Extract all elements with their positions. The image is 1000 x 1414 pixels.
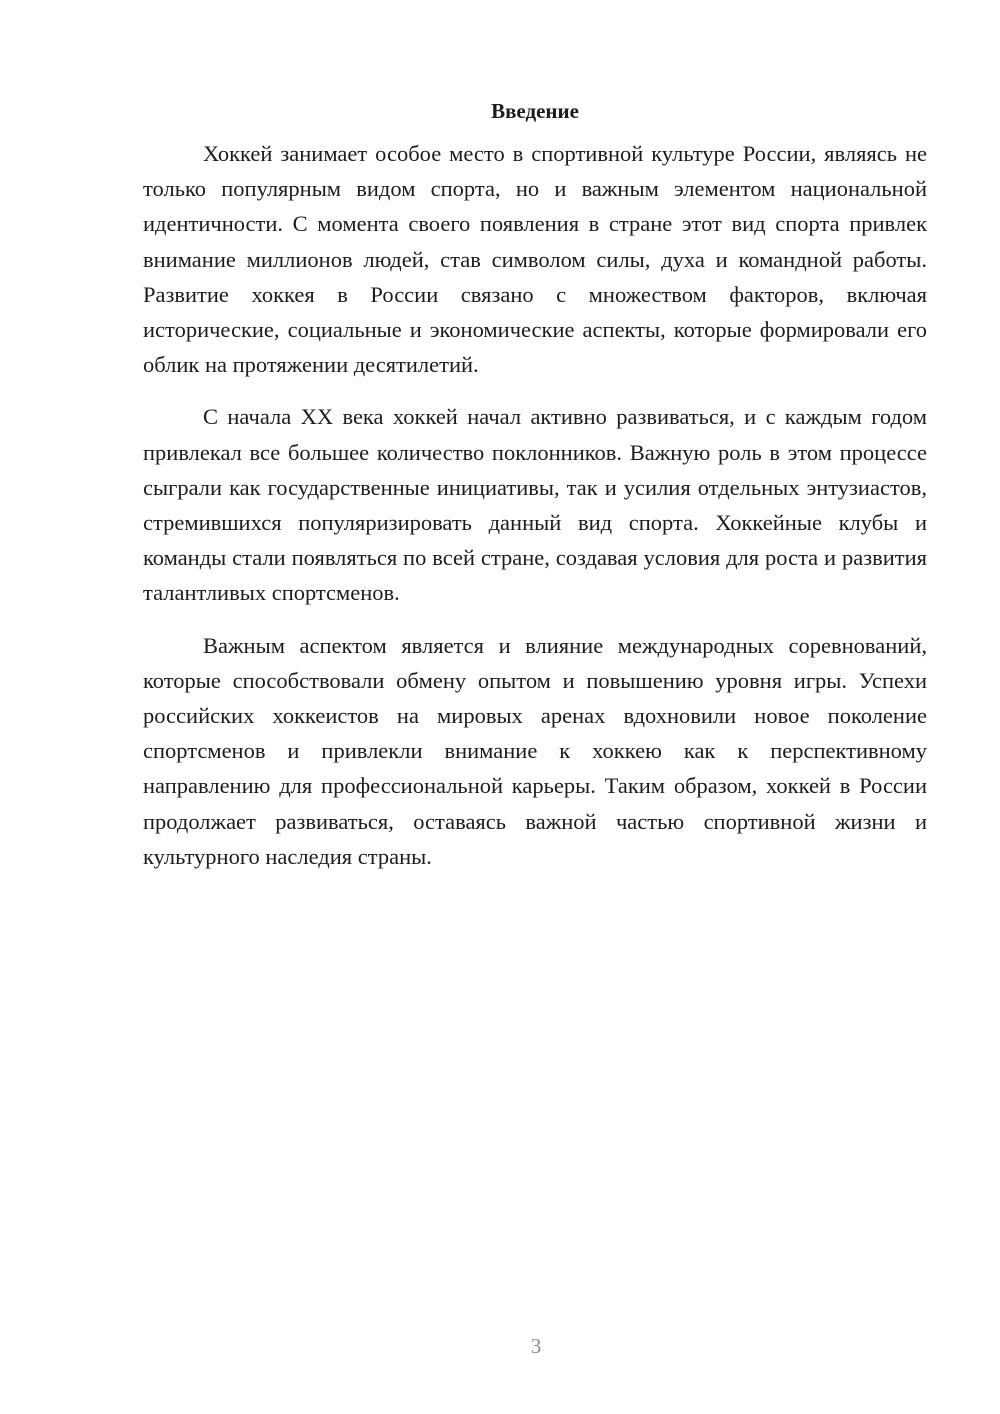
paragraph: Важным аспектом является и влияние международных соревнований, которые способствовали обмену опытом и повышению уровня игры. Успехи российских хоккеистов на мировых аренах вдохновили новое поколение спортсменов и привлекли внимание к хоккею как к перспективному направлению для профессиональной карьеры. Таким образом, хоккей в России продолжает развиваться, оставаясь важной частью спортивной жизни и культурного наследия страны. — [143, 632, 927, 869]
paragraph: Хоккей занимает особое место в спортивной культуре России, являясь не только популярным видом спорта, но и важным элементом национальной идентичности. С момента своего появления в стране этот вид спорта привлек внимание миллионов людей, став символом силы, духа и командной работы. Развитие хоккея в России связано с множеством факторов, включая исторические, социальные и экономические аспекты, которые формировали его облик на протяжении десятилетий. — [143, 141, 927, 378]
page-number: 3 — [530, 1334, 542, 1358]
section-title: Введение — [491, 99, 579, 123]
paragraph: С начала XX века хоккей начал активно развиваться, и с каждым годом привлекал все большее количество поклонников. Важную роль в этом процессе сыграли как государственные инициативы, так и усилия отдельных энтузиастов, стремившихся популяризировать данный вид спорта. Хоккейные клубы и команды стали появляться по всей стране, создавая условия для роста и развития талантливых спортсменов. — [143, 404, 927, 606]
page-content — [143, 96, 927, 874]
